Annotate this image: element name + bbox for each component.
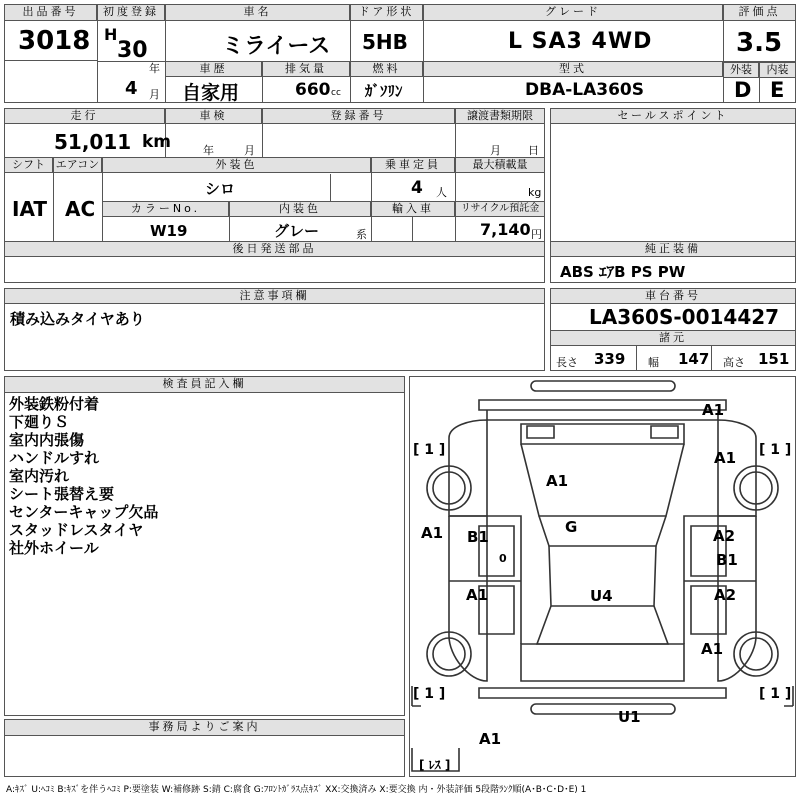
notes-text: 積み込みタイヤあり: [10, 310, 145, 328]
exterior-color-header: 外装色: [102, 157, 371, 173]
transfer-doc-header: 譲渡書類期限: [455, 108, 545, 124]
damage-mark: U4: [590, 587, 613, 605]
grade-header: グレード: [423, 4, 723, 21]
mileage-unit: km: [142, 132, 172, 152]
load-unit: kg: [528, 186, 542, 199]
transfer-day-unit: 日: [528, 144, 539, 157]
inspector-line: 下廻りＳ: [9, 413, 70, 431]
history-header: 車歴: [165, 61, 262, 77]
score-header: 評価点: [723, 4, 796, 21]
spec-header: 諸元: [550, 330, 796, 346]
length-label: 長さ: [556, 356, 578, 369]
interior-color-unit: 系: [356, 228, 367, 241]
interior-score-header: 内装: [759, 62, 796, 78]
first-reg-year: 30: [117, 38, 148, 63]
first-reg-month: 4: [125, 78, 138, 99]
mileage-header: 走行: [4, 108, 165, 124]
import-header: 輸入車: [371, 201, 455, 217]
inspection-month-unit: 月: [244, 144, 255, 157]
damage-mark: A1: [546, 472, 569, 490]
equipment-header: 純正装備: [550, 241, 796, 257]
inspector-line: 外装鉄粉付着: [9, 395, 100, 413]
shift-header: シフト: [4, 157, 53, 173]
recycle-header: リサイクル預託金: [455, 201, 545, 217]
damage-mark: A2: [714, 586, 737, 604]
grade: L SA3 4WD: [508, 29, 653, 54]
inspection-header: 車検: [165, 108, 262, 124]
exterior-score-header: 外装: [723, 62, 759, 78]
later-parts-header: 後日発送部品: [4, 241, 545, 257]
lot-number: 3018: [18, 26, 91, 56]
door-header: ドア形状: [350, 4, 423, 21]
inspector-notes: [9, 395, 158, 557]
damage-mark: A1: [421, 524, 444, 542]
capacity-header: 乗車定員: [371, 157, 455, 173]
damage-mark: A1: [702, 401, 725, 419]
model-header: 型式: [423, 61, 723, 77]
fuel: ｶﾞｿﾘﾝ: [365, 82, 403, 100]
equipment: ABS ｴｱB PS PW: [560, 263, 686, 281]
capacity: 4: [411, 178, 423, 198]
damage-mark: G: [565, 518, 578, 536]
tyre-tag: [ 1 ]: [413, 686, 446, 702]
damage-mark: A1: [466, 586, 489, 604]
era: H: [104, 25, 118, 44]
interior-score: E: [770, 78, 785, 102]
capacity-unit: 人: [436, 186, 447, 199]
color-number: W19: [150, 222, 188, 240]
tyre-tag: [ 1 ]: [759, 686, 792, 702]
width-label: 幅: [648, 356, 659, 369]
damage-mark: B1: [467, 528, 489, 546]
displacement-unit: cc: [331, 88, 341, 98]
inspector-line: センターキャップ欠品: [9, 503, 159, 521]
inspection-year-unit: 年: [203, 144, 214, 157]
lot-no-header: 出品番号: [4, 4, 97, 21]
length: 339: [594, 350, 626, 368]
car-name: ミライース: [222, 34, 331, 59]
height: 151: [758, 350, 790, 368]
damage-mark: A2: [713, 527, 736, 545]
chassis-number: LA360S-0014427: [589, 305, 780, 329]
tyre-tag: [ 1 ]: [759, 442, 792, 458]
inspector-line: ハンドルすれ: [9, 449, 100, 467]
history: 自家用: [182, 82, 240, 104]
height-label: 高さ: [723, 356, 745, 369]
notes-header: 注意事項欄: [4, 288, 545, 304]
tyre-tag: [ 1 ]: [413, 442, 446, 458]
score: 3.5: [736, 28, 783, 58]
interior-color-header: 内装色: [229, 201, 371, 217]
recycle-deposit: 7,140: [480, 220, 531, 239]
legend: A:ｷｽﾞ U:ﾍｺﾐ B:ｷｽﾞを伴うﾍｺﾐ P:要塗装 W:補修跡 S:錆 C:腐食 G:ﾌﾛﾝﾄｶﾞﾗｽ点ｷｽﾞ XX:交換済み X:要交換 内・外装評価 5段階ﾗﾝｸ順(A･B･C･D･E) 1: [6, 785, 587, 795]
fuel-header: 燃料: [350, 61, 423, 77]
inspector-header: 検査員記入欄: [4, 376, 405, 393]
max-load-header: 最大積載量: [455, 157, 545, 173]
color-no-header: カラーNo.: [102, 201, 229, 217]
ac-header: エアコン: [53, 157, 102, 173]
month-unit: 月: [149, 88, 160, 101]
inspector-line: 社外ホイール: [9, 539, 99, 557]
registration-header: 登録番号: [262, 108, 455, 124]
door-type: 5HB: [362, 30, 408, 54]
damage-mark: A1: [479, 730, 502, 748]
shift: IAT: [12, 197, 48, 221]
recycle-unit: 円: [531, 228, 542, 241]
inspector-line: シート張替え要: [9, 485, 115, 503]
year-unit: 年: [149, 62, 160, 75]
displacement: 660: [295, 80, 331, 100]
air-conditioner: AC: [65, 197, 96, 221]
spare-tyre-tag: [ ﾚｽ ]: [419, 758, 451, 772]
first-reg-header: 初度登録: [97, 4, 165, 21]
exterior-color: シロ: [205, 180, 236, 198]
chassis-header: 車台番号: [550, 288, 796, 304]
car-diagram: [409, 376, 796, 777]
inspector-line: 室内内張傷: [9, 431, 85, 449]
transfer-month-unit: 月: [490, 144, 501, 157]
inspector-line: スタッドレスタイヤ: [9, 521, 144, 539]
model-code: DBA-LA360S: [525, 80, 644, 100]
damage-mark: 0: [499, 552, 507, 565]
width: 147: [678, 350, 710, 368]
damage-mark: B1: [716, 551, 738, 569]
damage-mark: A1: [701, 640, 724, 658]
inspector-line: 室内汚れ: [9, 467, 70, 485]
sales-point-header: セールスポイント: [550, 108, 796, 124]
office-header: 事務局よりご案内: [4, 719, 405, 736]
exterior-score: D: [734, 78, 752, 102]
car-name-header: 車名: [165, 4, 350, 21]
interior-color: グレー: [274, 222, 320, 240]
mileage: 51,011: [54, 130, 132, 154]
damage-mark: A1: [714, 449, 737, 467]
displacement-header: 排気量: [262, 61, 350, 77]
damage-mark: U1: [618, 708, 641, 726]
